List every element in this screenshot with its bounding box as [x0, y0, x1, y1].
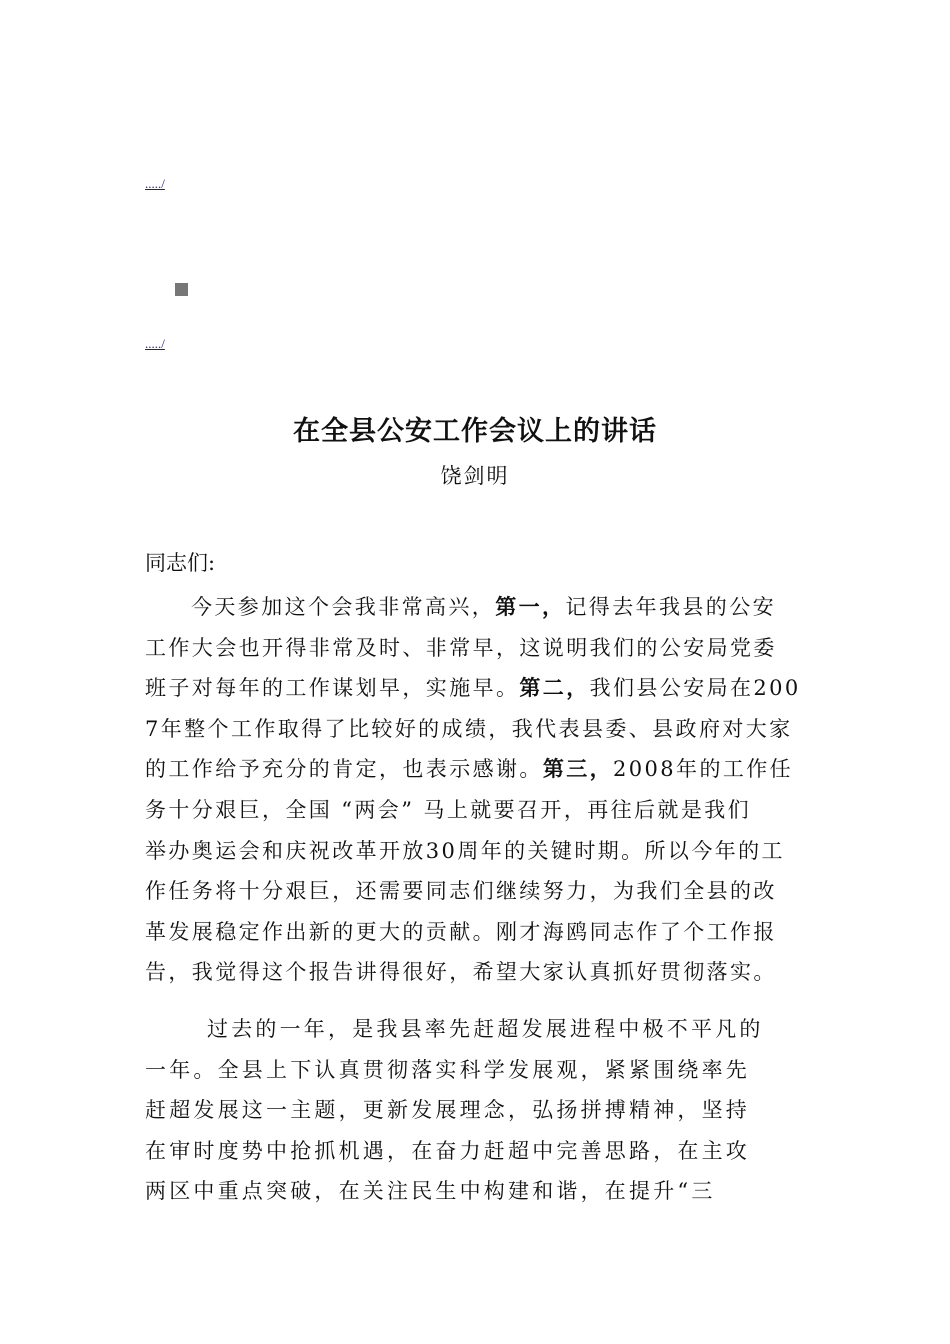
- paragraph-line: 作任务将十分艰巨，还需要同志们继续努力，为我们全县的改: [145, 879, 777, 904]
- paragraph-line: 过去的一年，是我县率先赶超发展进程中极不平凡的: [207, 1017, 764, 1041]
- paragraph-line: 举办奥运会和庆祝改革开放30周年的关键时期。所以今年的工: [145, 838, 785, 863]
- paragraph-line: 告，我觉得这个报告讲得很好，希望大家认真抓好贯彻落实。: [145, 960, 777, 985]
- bullet-square-icon: [175, 283, 188, 296]
- paragraph-line: [145, 587, 810, 628]
- paragraph-line: 务十分艰巨，全国 “两会” 马上就要召开，再往后就是我们: [145, 797, 752, 822]
- paragraph-line: 7年整个工作取得了比较好的成绩，我代表县委、县政府对大家: [145, 716, 793, 741]
- paragraph-line: 赶超发展这一主题，更新发展理念，弘扬拼搏精神，坚持: [145, 1098, 750, 1123]
- paragraph-line: 在审时度势中抢抓机遇，在奋力赶超中完善思路，在主攻: [145, 1138, 750, 1163]
- line-text: 的工作给予充分的肯定，也表示感谢。: [145, 757, 543, 782]
- salutation: 同志们:: [145, 551, 216, 575]
- emphasis-second: 第二，: [519, 676, 590, 701]
- line-text: 今天参加这个会我非常高兴，: [191, 595, 496, 619]
- paragraph-2: [145, 1009, 810, 1212]
- document-title: 在全县公安工作会议上的讲话: [293, 416, 657, 447]
- line-text: 记得去年我县的公安: [565, 595, 777, 619]
- paragraph-line: 革发展稳定作出新的更大的贡献。刚才海鸥同志作了个工作报: [145, 919, 777, 944]
- emphasis-third: 第三，: [542, 757, 614, 782]
- paragraph-line: [145, 668, 810, 709]
- document-author: 饶剑明: [440, 464, 510, 488]
- paragraph-1: [145, 587, 810, 993]
- paragraph-line: 一年。全县上下认真贯彻落实科学发展观，紧紧围绕率先: [145, 1057, 750, 1082]
- paragraph-line: 工作大会也开得非常及时、非常早，这说明我们的公安局党委: [145, 635, 777, 660]
- emphasis-first: 第一，: [495, 595, 566, 619]
- top-link-2[interactable]: ...../: [145, 336, 165, 351]
- top-link-1[interactable]: ...../: [145, 176, 165, 191]
- line-text: 2008年的工作任: [613, 757, 794, 782]
- line-text: 我们县公安局在200: [589, 676, 801, 701]
- paragraph-line: 两区中重点突破，在关注民生中构建和谐，在提升“三: [145, 1179, 716, 1204]
- paragraph-line: [145, 749, 810, 790]
- line-text: 班子对每年的工作谋划早，实施早。: [145, 676, 520, 701]
